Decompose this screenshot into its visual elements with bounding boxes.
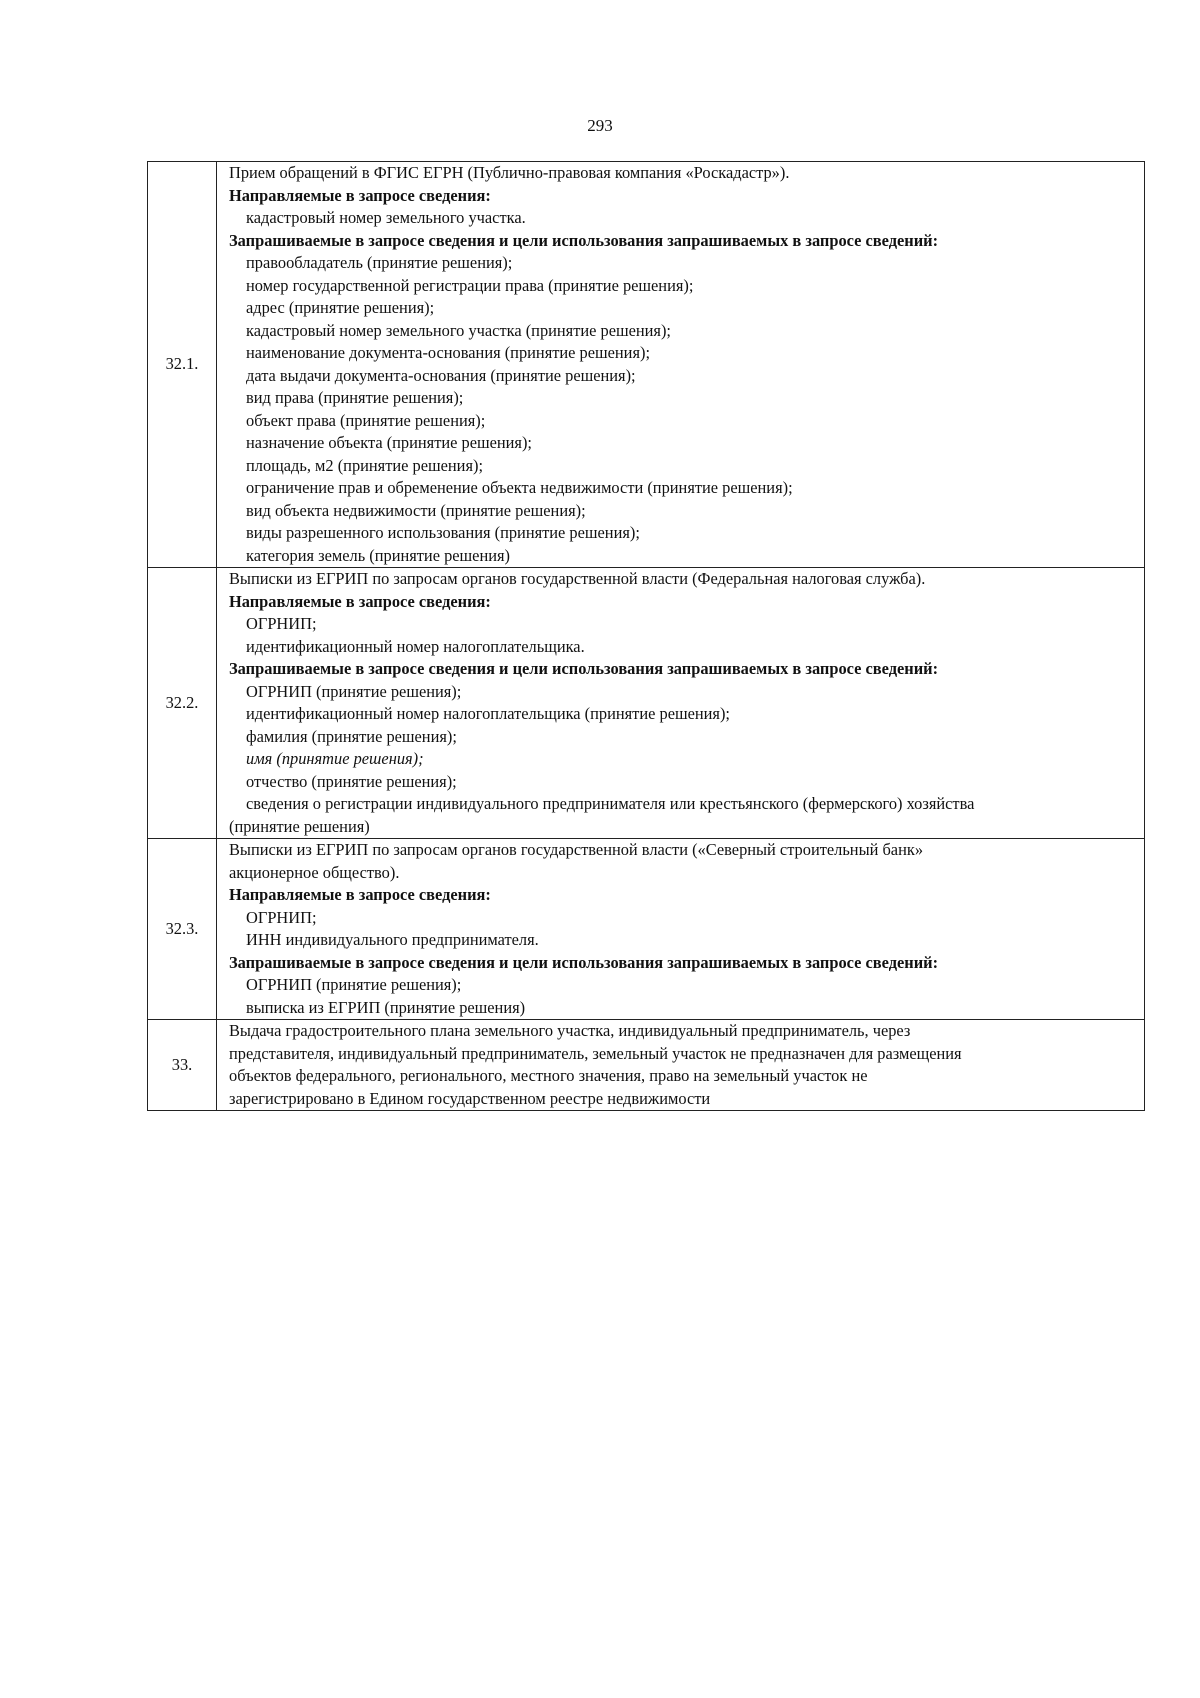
row-number: 32.1. bbox=[148, 162, 217, 568]
sent-item: кадастровый номер земельного участка. bbox=[246, 208, 526, 227]
sent-item: идентификационный номер налогоплательщика. bbox=[246, 636, 585, 656]
requested-item-continuation: (принятие решения) bbox=[229, 816, 370, 836]
row-text-line: объектов федерального, регионального, местного значения, право на земельный участок не bbox=[229, 1066, 868, 1085]
row-text-line: Выдача градостроительного плана земельного участка, индивидуальный предприниматель, через bbox=[229, 1021, 911, 1040]
requested-item: категория земель (принятие решения) bbox=[246, 545, 510, 565]
table-row-32-1 bbox=[148, 162, 1145, 568]
requested-item: дата выдачи документа-основания (принятие решения); bbox=[246, 365, 636, 385]
row-content bbox=[217, 839, 1145, 1020]
requested-item: площадь, м2 (принятие решения); bbox=[246, 455, 483, 475]
requested-item: имя (принятие решения); bbox=[246, 749, 424, 768]
sent-item: ОГРНИП; bbox=[246, 614, 317, 633]
requested-item: адрес (принятие решения); bbox=[246, 298, 435, 317]
row-number: 33. bbox=[148, 1020, 217, 1111]
requested-heading: Запрашиваемые в запросе сведения и цели использования запрашиваемых в запросе сведений: bbox=[229, 230, 939, 250]
row-text-line: зарегистрировано в Едином государственном реестре недвижимости bbox=[229, 1088, 711, 1108]
requested-item: отчество (принятие решения); bbox=[246, 771, 457, 791]
table-row-33 bbox=[148, 1020, 1145, 1111]
row-content bbox=[217, 1020, 1145, 1111]
row-intro: Выписки из ЕГРИП по запросам органов государственной власти (Федеральная налоговая служба). bbox=[229, 569, 926, 588]
requested-heading: Запрашиваемые в запросе сведения и цели использования запрашиваемых в запросе сведений: bbox=[229, 952, 939, 972]
requested-item: объект права (принятие решения); bbox=[246, 410, 486, 430]
requested-item: правообладатель (принятие решения); bbox=[246, 253, 513, 272]
requested-item: виды разрешенного использования (принятие решения); bbox=[246, 523, 640, 542]
row-number: 32.3. bbox=[148, 839, 217, 1020]
table-row-32-3 bbox=[148, 839, 1145, 1020]
requested-item: наименование документа-основания (принятие решения); bbox=[246, 343, 651, 362]
requested-item: выписка из ЕГРИП (принятие решения) bbox=[246, 997, 526, 1017]
sent-heading: Направляемые в запросе сведения: bbox=[229, 591, 491, 611]
requested-heading: Запрашиваемые в запросе сведения и цели использования запрашиваемых в запросе сведений: bbox=[229, 659, 939, 678]
row-content bbox=[217, 162, 1145, 568]
sent-heading: Направляемые в запросе сведения: bbox=[229, 185, 491, 205]
requested-item: ОГРНИП (принятие решения); bbox=[246, 975, 462, 994]
row-intro-continuation: акционерное общество). bbox=[229, 862, 400, 882]
sent-heading: Направляемые в запросе сведения: bbox=[229, 885, 491, 904]
requested-item: назначение объекта (принятие решения); bbox=[246, 433, 532, 452]
table-row-32-2 bbox=[148, 568, 1145, 839]
requested-item: вид права (принятие решения); bbox=[246, 388, 464, 407]
requested-item: ОГРНИП (принятие решения); bbox=[246, 681, 462, 701]
requested-item: кадастровый номер земельного участка (принятие решения); bbox=[246, 320, 671, 340]
requested-item: номер государственной регистрации права (принятие решения); bbox=[246, 275, 694, 295]
sent-item: ОГРНИП; bbox=[246, 907, 317, 927]
requested-item: фамилия (принятие решения); bbox=[246, 726, 457, 746]
services-table bbox=[147, 161, 1145, 1111]
row-text-line: представителя, индивидуальный предприниматель, земельный участок не предназначен для размещения bbox=[229, 1043, 962, 1063]
row-intro: Прием обращений в ФГИС ЕГРН (Публично-правовая компания «Роскадастр»). bbox=[229, 163, 790, 182]
row-content bbox=[217, 568, 1145, 839]
row-intro: Выписки из ЕГРИП по запросам органов государственной власти («Северный строительный банк» bbox=[229, 840, 924, 859]
row-number: 32.2. bbox=[148, 568, 217, 839]
requested-item: идентификационный номер налогоплательщика (принятие решения); bbox=[246, 704, 730, 723]
requested-item: сведения о регистрации индивидуального предпринимателя или крестьянского (фермерского) хозяйства bbox=[246, 794, 975, 813]
requested-item: ограничение прав и обременение объекта недвижимости (принятие решения); bbox=[246, 478, 793, 497]
requested-item: вид объекта недвижимости (принятие решения); bbox=[246, 500, 586, 520]
sent-item: ИНН индивидуального предпринимателя. bbox=[246, 930, 539, 949]
page-number: 293 bbox=[587, 116, 613, 135]
